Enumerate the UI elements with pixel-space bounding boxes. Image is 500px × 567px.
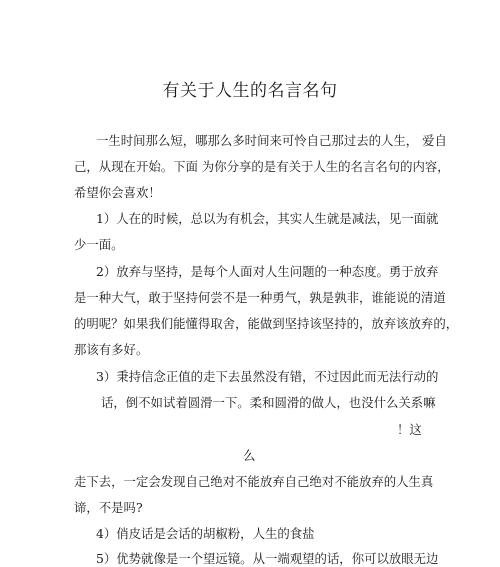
paragraph-line: 一生时间那么短，哪那么多时间来可怜自己那过去的人生， 爱自 — [96, 133, 447, 148]
document-title: 有关于人生的名言名句 — [162, 81, 338, 101]
paragraph-line: 是一种大气，敢于坚持何尝不是一种勇气，孰是孰非，谁能说的清道 — [74, 290, 446, 305]
paragraph-line: 走下去，一定会发现自己绝对不能放弃自己绝对不能放弃的人生真 — [74, 474, 434, 489]
paragraph-line: 的明呢？如果我们能懂得取舍，能做到坚持该坚持的，放弃该放弃的， — [74, 316, 459, 331]
paragraph-line: 话，倒不如试着圆滑一下。柔和圆滑的做人，也没什么关系嘛 — [101, 395, 436, 410]
paragraph-line: 己，从现在开始。下面 为你分享的是有关于人生的名言名句的内容， — [74, 159, 450, 174]
paragraph-line: 么 — [243, 448, 256, 463]
paragraph-line: 2）放弃与坚持，是每个人面对人生问题的一种态度。勇于放弃 — [96, 264, 439, 279]
paragraph-line: 少一面。 — [74, 237, 124, 252]
paragraph-line: 希望你会喜欢！ — [74, 185, 161, 200]
paragraph-line: 1）人在的时候，总以为有机会，其实人生就是减法，见一面就 — [96, 211, 439, 226]
paragraph-line: 5）优势就像是一个望远镜。从一端观望的话，你可以放眼无边 — [96, 551, 439, 566]
paragraph-line: 谛，不是吗? — [74, 500, 143, 515]
paragraph-line: 3）秉持信念正值的走下去虽然没有错，不过因此而无法行动的 — [96, 369, 439, 384]
paragraph-line: 4）俏皮话是会话的胡椒粉，人生的食盐 — [96, 526, 315, 541]
paragraph-line: 那该有多好。 — [74, 342, 149, 357]
paragraph-line: ！这 — [397, 422, 422, 437]
